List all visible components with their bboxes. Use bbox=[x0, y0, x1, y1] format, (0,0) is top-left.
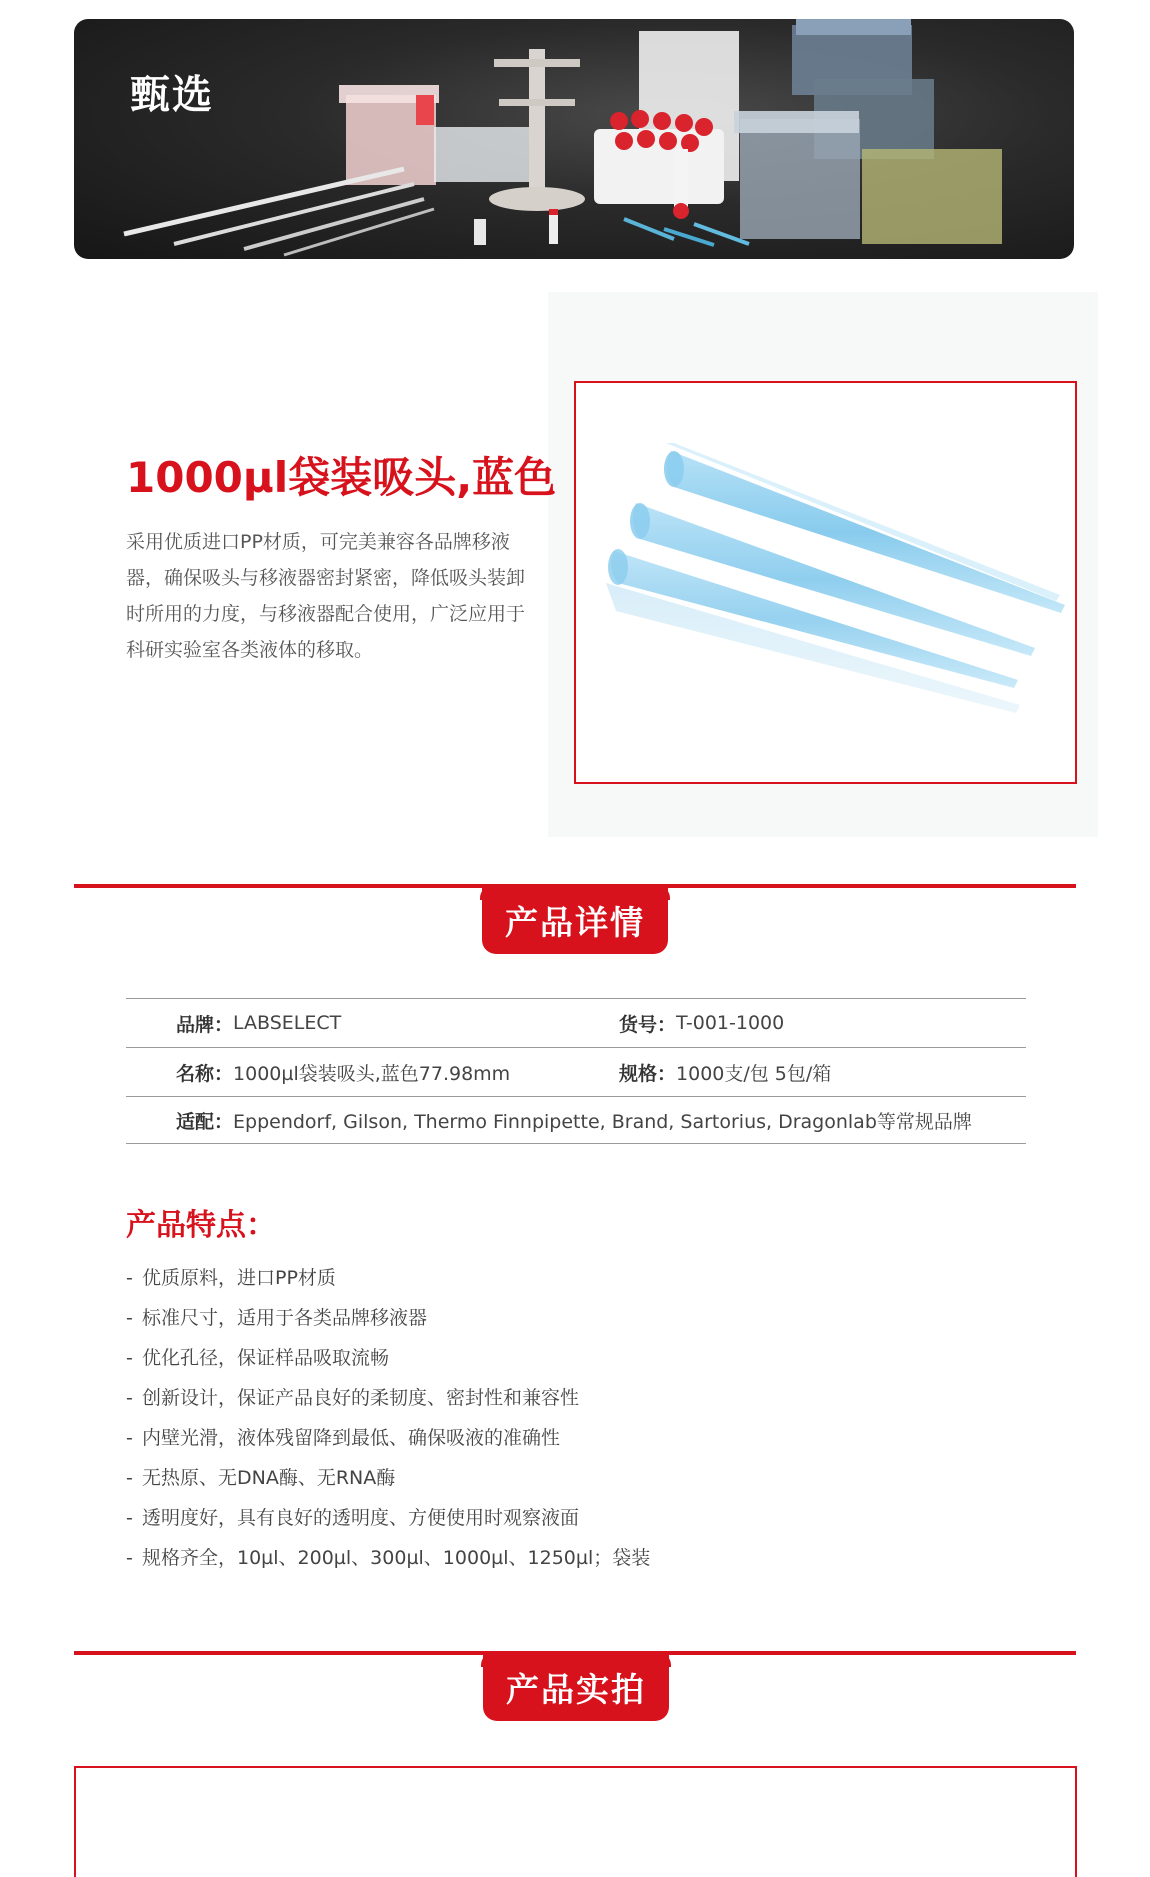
spec-compat-value: Eppendorf, Gilson, Thermo Finnpipette, Brand, Sartorius, Dragonlab等常规品牌 bbox=[233, 1110, 972, 1133]
details-heading bbox=[482, 886, 668, 954]
list-item: - 内壁光滑，液体残留降到最低、确保吸液的准确性 bbox=[126, 1427, 561, 1449]
list-item: - 规格齐全，10µl、200µl、300µl、1000µl、1250µl；袋装 bbox=[126, 1547, 651, 1569]
spec-row bbox=[126, 1096, 1026, 1144]
photos-heading bbox=[483, 1653, 669, 1721]
spec-spec-label: 规格： bbox=[619, 1062, 677, 1085]
feature-text: 优化孔径，保证样品吸取流畅 bbox=[142, 1347, 390, 1369]
list-item: - 无热原、无DNA酶、无RNA酶 bbox=[126, 1467, 396, 1489]
spec-table bbox=[126, 998, 1026, 1144]
spec-spec-value: 1000支/包 5包/箱 bbox=[676, 1062, 832, 1085]
spec-sku bbox=[619, 1010, 784, 1037]
spec-spec bbox=[619, 1059, 831, 1086]
features-title: 产品特点： bbox=[126, 1208, 276, 1243]
lab-consumables-image bbox=[74, 19, 1074, 259]
spec-brand-value: LABSELECT bbox=[233, 1012, 342, 1034]
spec-name-value: 1000µl袋装吸头,蓝色77.98mm bbox=[233, 1062, 511, 1085]
feature-text: 创新设计，保证产品良好的柔韧度、密封性和兼容性 bbox=[142, 1387, 580, 1409]
product-description: 采用优质进口PP材质，可完美兼容各品牌移液器，确保吸头与移液器密封紧密，降低吸头装卸时所用的力度，与移液器配合使用，广泛应用于科研实验室各类液体的移取。 bbox=[126, 531, 526, 661]
product-photo-frame bbox=[74, 1766, 1077, 1877]
spec-compat bbox=[176, 1107, 972, 1134]
banner-title: 甄选 bbox=[130, 72, 214, 118]
list-item: - 优化孔径，保证样品吸取流畅 bbox=[126, 1347, 390, 1369]
product-image-frame bbox=[574, 381, 1077, 784]
spec-brand-label: 品牌： bbox=[176, 1013, 234, 1036]
feature-text: 透明度好，具有良好的透明度、方便使用时观察液面 bbox=[142, 1507, 580, 1529]
spec-row bbox=[126, 998, 1026, 1047]
list-item: - 优质原料，进口PP材质 bbox=[126, 1267, 336, 1289]
list-item: - 标准尺寸，适用于各类品牌移液器 bbox=[126, 1307, 428, 1329]
pipette-tips-image bbox=[576, 383, 1076, 783]
spec-name-label: 名称： bbox=[176, 1062, 234, 1085]
list-item: - 透明度好，具有良好的透明度、方便使用时观察液面 bbox=[126, 1507, 580, 1529]
spec-brand bbox=[176, 1010, 341, 1037]
spec-sku-label: 货号： bbox=[619, 1013, 677, 1036]
photos-heading-text: 产品实拍 bbox=[506, 1669, 646, 1709]
spec-sku-value: T-001-1000 bbox=[676, 1012, 785, 1034]
list-item: - 创新设计，保证产品良好的柔韧度、密封性和兼容性 bbox=[126, 1387, 580, 1409]
product-title: 1000µl袋装吸头,蓝色 bbox=[126, 453, 557, 502]
feature-text: 无热原、无DNA酶、无RNA酶 bbox=[142, 1467, 396, 1489]
feature-text: 标准尺寸，适用于各类品牌移液器 bbox=[142, 1307, 428, 1329]
feature-text: 内壁光滑，液体残留降到最低、确保吸液的准确性 bbox=[142, 1427, 561, 1449]
hero-banner bbox=[74, 19, 1074, 259]
details-heading-text: 产品详情 bbox=[505, 902, 645, 942]
feature-text: 优质原料，进口PP材质 bbox=[142, 1267, 336, 1289]
feature-text: 规格齐全，10µl、200µl、300µl、1000µl、1250µl；袋装 bbox=[142, 1547, 651, 1569]
features-list bbox=[126, 1258, 650, 1578]
spec-compat-label: 适配： bbox=[176, 1110, 234, 1133]
spec-row bbox=[126, 1047, 1026, 1096]
spec-name bbox=[176, 1059, 510, 1086]
